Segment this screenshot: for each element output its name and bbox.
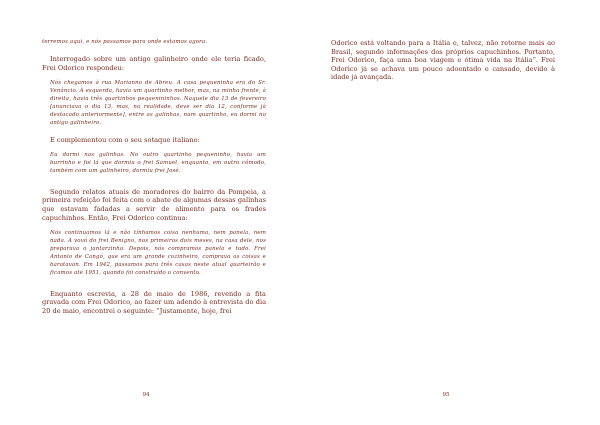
quote-continuation: terremos aqui, e nós passamos para onde estamos agora.	[42, 39, 208, 45]
quote-cooking: Nós continuamos lá e não tínhamos coisa nenhuma, nem panela, nem nada. A vovó do frei Benigno, nos primeiros dois meses, na casa dele, nos preparava o jantarzinho. Depois, nós compramos panela e tudo. Frei Antonio de Cangó, que era um grande cozinheiro, comprava as coisas e baratavan. Em 1942, passamos para três casas neste atual quarteirão e ficamos até 1951, quando foi construído o convento.	[50, 230, 266, 276]
left-page-text	[42, 39, 266, 315]
page-number-left: 94	[142, 392, 150, 398]
page-number-right: 95	[442, 392, 450, 398]
right-page-text	[331, 39, 555, 82]
paragraph-departure: Odorico está voltando para a Itália e, talvez, não retorne mais ao Brasil, segundo informações dos próprios capuchinhos. Portanto, Frei Odorico, faça uma boa viagem e ótima vida na Itália”. Frei Odorico já se achava um pouco adoentado e cansado, devido à idade já avançada.	[331, 39, 555, 82]
paragraph-interrogation: Interrogado sobre um antigo galinheiro onde ele teria ficado, Frei Odorico respondeu:	[42, 54, 266, 72]
paragraph-recording: Enquanto escrevia, a 28 de maio de 1986, revendo a fita gravada com Frei Odorico, ao fazer um adendo à entrevista do dia 20 de maio, encontrei o seguinte: “Justamente, hoje, frei	[42, 289, 266, 315]
quote-chickens: Eu dormi nas galinhas. No outro quartinho pequeninho, havia um burrinho e foi lá que dormiu o frei Samuel, enquanto, em outro cômodo, também com um galinheiro, dormiu frei José.	[50, 152, 266, 174]
paragraph-accent: E complementou com o seu sotaque italiano:	[50, 135, 200, 144]
paragraph-residents: Segundo relatos atuais de moradores do bairro da Pompeia, a primeira refeição foi feita com o abate de algumas dessas galinhas que estavam fadadas a servir de alimento para os frades capuchinhos. Então, Frei Odorico continua:	[42, 187, 266, 222]
right-page	[300, 0, 600, 425]
quote-arrival: Nós chegamos à rua Marianno de Abreu. A casa pequeninha era do Sr. Venâncio. À esquerda, havia um quartinho melhor, mas, na minha frente, à direita, havia três quartinhos pequenininhos. Naquele dia 13 de fevereiro [anunciava o dia 13, mas, na realidade, deve ser dia 12, conforme já destacado anteriormente], entre as galinhas, num quartinho, eu dormi no antigo galinheiro.	[50, 80, 266, 126]
